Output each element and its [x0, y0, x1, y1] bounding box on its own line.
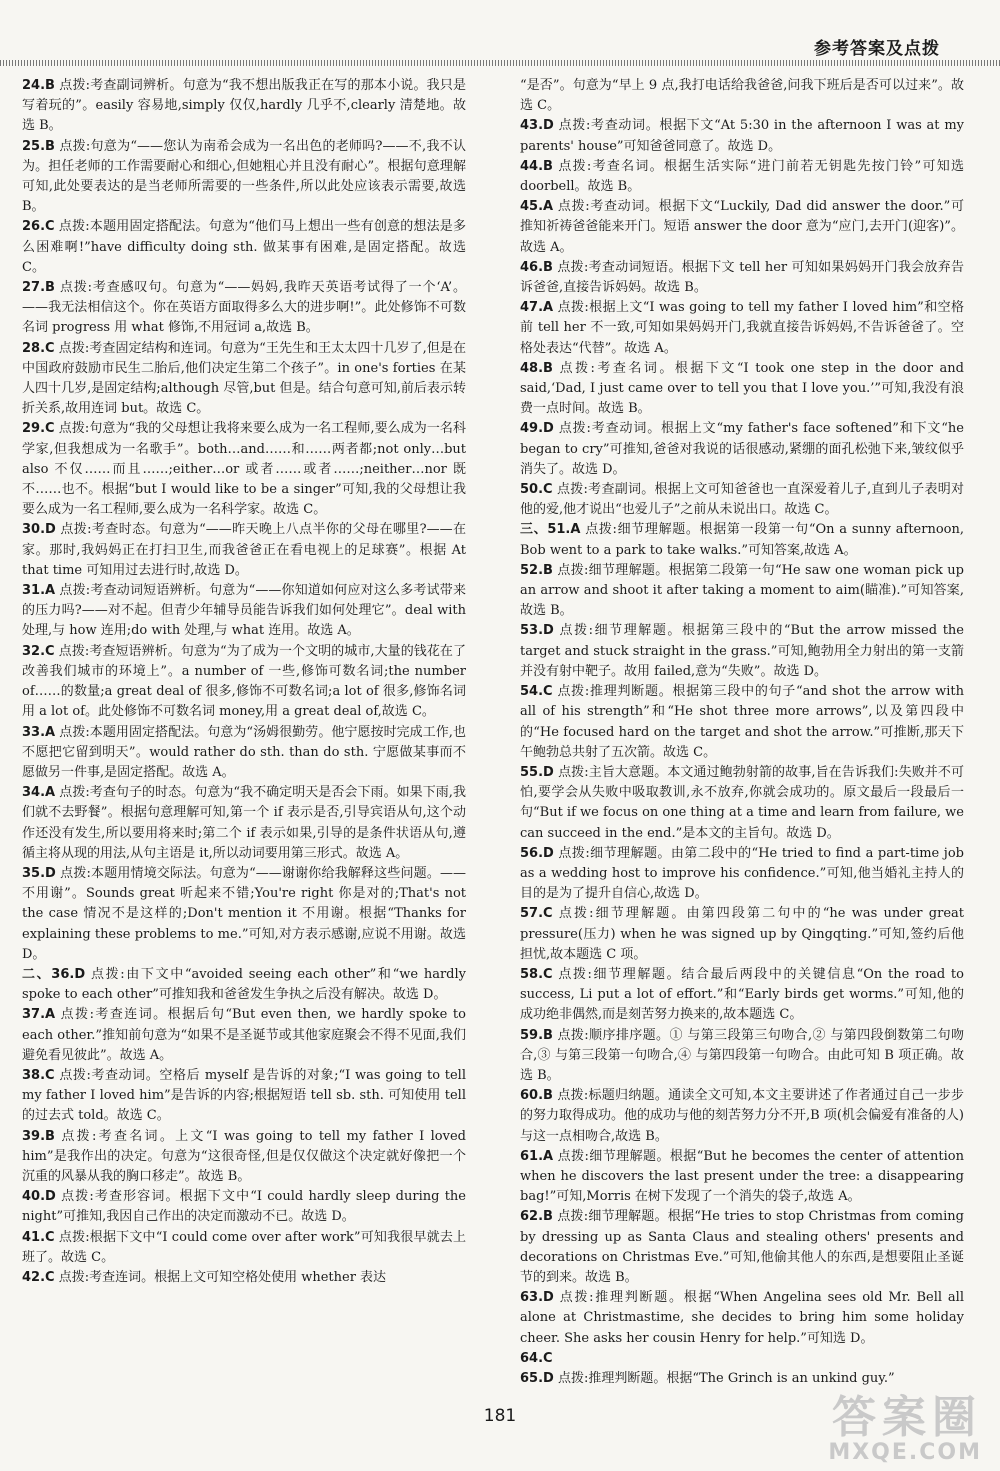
answer-number: 52.B	[520, 562, 553, 578]
answer-number: 57.C	[520, 906, 553, 922]
answer-explanation: 点拨:考查短语辨析。句意为“为了成为一个文明的城市,大量的钱花在了改善我们城市的环境上”。a number of 一些,修饰可数名词;the number of……的数量;a great deal of 很多,修饰不可数名词;a lot of 很多,修饰名词用 a lot of。此处修饰不可数名词 money,用 a great deal of,故选 C。	[22, 643, 466, 720]
answer-entry	[22, 864, 466, 965]
answer-entry	[22, 1228, 466, 1268]
answer-number: 40.D	[22, 1189, 56, 1205]
answer-explanation: 点拨:考查固定结构和连词。句意为“王先生和王太太四十几岁了,但是在中国政府鼓励市民生二胎后,他们决定生第二个孩子”。in one's forties 在某人四十几岁,是固定结构;although 尽管,but 但是。结合句意可知,前后表示转折关系,故用连词 but。故选 C。	[22, 340, 466, 417]
answer-number: 37.A	[22, 1007, 56, 1023]
answer-explanation: 点拨:推理判断题。根据“The Grinch is an unkind guy.”	[557, 1371, 895, 1386]
answer-number: 39.B	[22, 1128, 55, 1144]
answer-explanation: 点拨:考查动词短语。根据下文 tell her 可知如果妈妈开门我会放弃告诉爸爸,直接告诉妈妈。故选 B。	[520, 259, 964, 296]
answer-explanation: 点拨:推理判断题。根据第三段中的句子“and shot the arrow with all of his strength”和“He shot three more arrows”,以及第四段中的“He focused hard on the target and shot the arrow.”可推断,那天下午鲍勃总共射了五次箭。故选 C。	[520, 684, 964, 760]
answer-entry	[520, 480, 964, 520]
answer-explanation: 点拨:本题用固定搭配法。句意为“汤姆很勤劳。他宁愿按时完成工作,也不愿把它留到明天”。would rather do sth. than do sth. 宁愿做某事而不愿做另一件事,是固定搭配。故选 A。	[22, 724, 466, 780]
answer-number: 46.B	[520, 259, 553, 275]
answer-number: 65.D	[520, 1371, 554, 1386]
answer-explanation: 点拨:由下文中“avoided seeing each other”和“we hardly spoke to each other”可推知我和爸爸发生争执之后没有解决。故选 D。	[22, 966, 467, 1003]
answer-explanation: 点拨:句意为“——您认为南希会成为一名出色的老师吗?——不,我不认为。担任老师的工作需要耐心和细心,但她粗心并且没有耐心”。根据句意理解可知,此处要表达的是当老师所需要的一些条件,所以此处应该表示需要,故选 B。	[22, 138, 466, 215]
answer-explanation: 点拨:根据下文中“I could come over after work”可知我很早就去上班了。故选 C。	[22, 1229, 466, 1265]
answer-entry	[22, 339, 466, 420]
answer-number: 26.C	[22, 219, 55, 235]
answer-explanation: 点拨:考查动词。根据上文“my father's face softened”和下文“he began to cry”可推知,爸爸对我说的话很感动,紧绷的面孔松弛下来,皱纹似乎消失了。故选 D。	[520, 421, 964, 477]
page-header	[30, 0, 970, 60]
answer-explanation: 点拨:考查动词。根据下文“At 5:30 in the afternoon I was at my parents' house”可知爸爸同意了。故选 D。	[520, 118, 964, 154]
answer-entry	[520, 965, 964, 1026]
answer-explanation: 点拨:考查感叹句。句意为“——妈妈,我昨天英语考试得了一个‘A’。——我无法相信这个。你在英语方面取得多么大的进步啊!”。此处修饰不可数名词 progress 用 what 修饰,不用冠词 a,故选 B。	[22, 280, 466, 336]
answer-number: 49.D	[520, 421, 554, 437]
answer-explanation: 点拨:考查形容词。根据下文中“I could hardly sleep during the night”可推知,我因自己作出的决定而激动不已。故选 D。	[22, 1189, 466, 1225]
answer-entry	[520, 76, 964, 116]
answer-number: 30.D	[22, 522, 56, 538]
answer-number: 33.A	[22, 724, 56, 740]
left-column	[22, 76, 466, 1288]
page-number: 181	[483, 1406, 517, 1426]
answer-explanation: 点拨:顺序排序题。① 与第三段第三句吻合,② 与第四段倒数第二句吻合,③ 与第三段第一句吻合,④ 与第四段第一句吻合。由此可知 B 项正确。故选 B。	[520, 1027, 964, 1083]
answer-explanation: 点拨:考查连词。根据上文可知空格处使用 whether 表达	[58, 1269, 387, 1285]
answer-number: 61.A	[520, 1148, 554, 1164]
answer-entry	[22, 581, 466, 642]
answer-entry	[520, 157, 964, 197]
answer-explanation: 点拨:根据上文“I was going to tell my father I loved him”和空格前 tell her 不一致,可知如果妈妈开门,我就直接告诉妈妈,不告诉爸爸了。空格处表达“代替”。故选 A。	[520, 300, 964, 356]
answer-explanation: 点拨:考查时态。句意为“——昨天晚上八点半你的父母在哪里?——在家。那时,我妈妈正在打扫卫生,而我爸爸正在看电视上的足球赛”。根据 At that time 可知用过去进行时,故选 D。	[22, 522, 466, 578]
answer-entry	[520, 682, 964, 763]
answer-entry	[520, 258, 964, 298]
answer-explanation: 点拨:细节理解题。由第二段中的“He tried to find a part-time job as a wedding host to improve his confidence.”可知,他当婚礼主持人的目的是为了提升自信心,故选 D。	[520, 845, 964, 902]
answer-explanation: 点拨:考查副词。根据上文可知爸爸也一直深爱着儿子,直到儿子表明对他的爱,他才说出“也爱儿子”之前从未说出口。故选 C。	[520, 482, 964, 518]
answer-entry	[520, 763, 964, 844]
answer-entry	[22, 278, 466, 339]
answer-number: 50.C	[520, 482, 553, 498]
answer-explanation: 点拨:考查动词。空格后 myself 是告诉的对象;“I was going to tell my father I loved him”是告诉的内容;根据短语 tell sb. sth. 可知使用 tell 的过去式 told。故选 C。	[22, 1067, 466, 1124]
answer-entry	[22, 642, 466, 723]
answer-entry	[22, 1268, 466, 1288]
answer-entry	[22, 783, 466, 864]
answer-entry	[520, 621, 964, 682]
answer-entry	[520, 561, 964, 622]
answer-number: 三、51.A	[520, 522, 581, 538]
answer-number: 55.D	[520, 764, 554, 780]
answer-entry	[22, 1187, 466, 1227]
answer-entry	[22, 723, 466, 784]
right-column	[520, 76, 964, 1389]
answer-number: 60.B	[520, 1088, 553, 1104]
answer-entry	[520, 298, 964, 359]
answer-entry	[22, 1005, 466, 1066]
answer-explanation: 点拨:细节理解题。结合最后两段中的关键信息“On the road to success, Li put a lot of effort.”和“Early birds get worms.”可知,他的成功绝非偶然,而是刻苦努力换来的,故本题选 C。	[520, 966, 964, 1023]
answer-explanation: 点拨:本题用固定搭配法。句意为“他们马上想出一些有创意的想法是多么困难啊!”have difficulty doing sth. 做某事有困难,是固定搭配。故选 C。	[22, 219, 466, 275]
answer-explanation: 点拨:细节理解题。根据“He tries to stop Christmas from coming by dressing up as Santa Claus and stealing others' presents and decorations on Christmas Eve.”可知,他偷其他人的东西,是想要阻止圣诞节的到来。故选 B。	[520, 1209, 964, 1285]
answer-number: 24.B	[22, 78, 55, 93]
answer-entry	[520, 1026, 964, 1087]
answer-explanation: 点拨:细节理解题。由第四段第二句中的“he was under great pressure(压力) when he was signed up by Qingqting.”可知,签约后他担忧,故本题选 C 项。	[520, 906, 964, 962]
answer-number: 63.D	[520, 1290, 554, 1306]
answer-explanation: 点拨:考查句子的时态。句意为“我不确定明天是否会下雨。如果下雨,我们就不去野餐”。根据句意理解可知,第一个 if 表示是否,引导宾语从句,这个动作还没有发生,所以要用将来时;第二个 if 表示如果,引导的是条件状语从句,遵循主将从现的用法,从句主语是 it,所以动词要用第三形式。故选 A。	[22, 785, 466, 861]
answer-entry	[520, 1207, 964, 1288]
answer-entry	[22, 1127, 466, 1188]
answer-explanation: 点拨:细节理解题。根据第一段第一句“On a sunny afternoon, Bob went to a park to take walks.”可知答案,故选 A。	[520, 522, 965, 558]
answer-entry	[520, 844, 964, 905]
watermark-url: MXQE.COM	[828, 1440, 982, 1465]
answer-entry	[22, 217, 466, 278]
answer-entry	[520, 419, 964, 480]
answer-explanation: 点拨:考查名词。根据下文“I took one step in the door and said,‘Dad, I just came over to tell you that I love you.’”可知,我没有浪费一点时间。故选 B。	[520, 360, 964, 417]
answer-entry	[22, 520, 466, 581]
answer-explanation: 点拨:主旨大意题。本文通过鲍勃射箭的故事,旨在告诉我们:失败并不可怕,要学会从失败中吸取教训,永不放弃,你就会成功的。原文最后一段最后一句“But if we focus on one thing at a time and learn from failure, we can succeed in the end.”是本文的主旨句。故选 D。	[520, 764, 964, 841]
answer-number: 28.C	[22, 340, 55, 356]
answer-explanation: 点拨:考查名词。上文“I was going to tell my father I loved him”是我作出的决定。句意为“这很奇怪,但是仅仅做这个决定就好像把一个沉重的风暴从我的胸口移走”。故选 B。	[22, 1128, 466, 1184]
answer-explanation: 点拨:推理判断题。根据“When Angelina sees old Mr. Bell all alone at Christmastime, she decides to bring him some holiday cheer. She asks her cousin Henry for help.”可知选 D。	[520, 1290, 964, 1346]
answer-number: 44.B	[520, 158, 553, 174]
answer-explanation: 点拨:细节理解题。根据第三段中的“But the arrow missed the target and stuck straight in the grass.”可知,鲍勃用全力射出的第一支箭并没有射中靶子。故用 failed,意为“失败”。故选 D。	[520, 623, 964, 679]
answer-explanation: 点拨:细节理解题。根据第二段第一句“He saw one woman pick up an arrow and shoot it after taking a moment to aim(瞄准).”可知答案,故选 B。	[520, 562, 964, 619]
answer-number: 43.D	[520, 118, 554, 134]
answer-number: 45.A	[520, 199, 554, 215]
answer-entry	[520, 197, 964, 258]
answer-number: 38.C	[22, 1067, 55, 1083]
answer-number: 31.A	[22, 583, 56, 599]
answer-entry	[22, 965, 466, 1005]
answer-explanation: 点拨:考查动词。根据下文“Luckily, Dad did answer the door.”可推知祈祷爸爸能来开门。短语 answer the door 意为“应门,去开门(迎客)”。故选 A。	[520, 199, 964, 255]
answer-number: 32.C	[22, 643, 55, 659]
answer-entry	[22, 137, 466, 218]
answer-explanation: 点拨:考查副词辨析。句意为“我不想出版我正在写的那本小说。我只是写着玩的”。easily 容易地,simply 仅仅,hardly 几乎不,clearly 清楚地。故选 B。	[22, 78, 466, 134]
answer-entry	[520, 520, 964, 560]
answer-entry	[520, 904, 964, 965]
answer-entry	[22, 1066, 466, 1127]
answer-number: 25.B	[22, 138, 55, 154]
answer-number: 48.B	[520, 360, 553, 376]
answer-number: 29.C	[22, 421, 55, 437]
header-title: 参考答案及点拨	[814, 39, 940, 59]
answer-number: 41.C	[22, 1229, 55, 1245]
answer-number: 59.B	[520, 1027, 553, 1043]
answer-explanation: 点拨:本题用情境交际法。句意为“——谢谢你给我解释这些问题。——不用谢”。Sounds great 听起来不错;You're right 你是对的;That's not the case 情况不是这样的;Don't mention it 不用谢。根据“Thanks for explaining these problems to me.”可知,对方表示感谢,应说不用谢。故选 D。	[22, 865, 466, 962]
answer-number: 62.B	[520, 1209, 553, 1225]
answer-number: 35.D	[22, 865, 56, 881]
answer-entry	[520, 1086, 964, 1147]
answer-explanation: 点拨:考查名词。根据生活实际“进门前若无钥匙先按门铃”可知选 doorbell。故选 B。	[520, 158, 964, 195]
answer-number: 54.C	[520, 684, 553, 700]
answer-explanation: 点拨:细节理解题。根据“But he becomes the center of attention when he discovers the last present under the tree: a disappearing bag!”可知,Morris 在树下发现了一个消失的袋子,故选 A。	[520, 1148, 964, 1205]
answer-explanation: 点拨:标题归纳题。通读全文可知,本文主要讲述了作者通过自己一步步的努力取得成功。他的成功与他的刻苦努力分不开,B 项(机会偏爱有准备的人)与这一点相吻合,故选 B。	[520, 1088, 965, 1144]
answer-number: 56.D	[520, 845, 554, 861]
answer-number: 42.C	[22, 1269, 55, 1285]
answer-explanation: 点拨:考查动词短语辨析。句意为“——你知道如何应对这么多考试带来的压力吗?——对不起。但青少年辅导员能告诉我们如何处理它”。deal with 处理,与 how 连用;do with 处理,与 what 连用。故选 A。	[22, 583, 466, 639]
answer-number: 二、36.D	[22, 966, 86, 982]
answer-entry	[22, 419, 466, 520]
answer-entry	[22, 76, 466, 137]
watermark-logo: 答案圈	[832, 1392, 982, 1443]
dotted-divider	[0, 60, 1000, 66]
answer-number: 64.C	[520, 1350, 553, 1366]
answer-entry	[520, 1369, 964, 1389]
answer-explanation: “是否”。句意为“早上 9 点,我打电话给我爸爸,问我下班后是否可以过来”。故选 C。	[520, 78, 964, 114]
answer-explanation: 点拨:句意为“我的父母想让我将来要么成为一名工程师,要么成为一名科学家,但我想成为一名歌手”。both…and……和……两者都;not only…but also 不仅……而且……;either…or 或者……或者……;neither…nor 既不……也不。根据“but I would like to be a singer”可知,我的父母想让我要么成为一名工程师,要么成为一名科学家。故选 C。	[22, 421, 466, 518]
watermark	[828, 1392, 982, 1465]
answer-number: 53.D	[520, 623, 554, 639]
answer-entry	[520, 1147, 964, 1208]
answer-entry	[520, 359, 964, 420]
answer-number: 27.B	[22, 280, 55, 296]
answer-entry	[520, 116, 964, 156]
answer-entry	[520, 1349, 964, 1369]
answer-number: 47.A	[520, 300, 554, 316]
answer-number: 34.A	[22, 785, 56, 801]
answer-entry	[520, 1288, 964, 1349]
answer-number: 58.C	[520, 966, 553, 982]
answer-explanation: 点拨:考查连词。根据后句“But even then, we hardly spoke to each other.”推知前句意为“如果不是圣诞节或其他家庭聚会不得不见面,我们避免看见彼此”。故选 A。	[22, 1007, 466, 1063]
